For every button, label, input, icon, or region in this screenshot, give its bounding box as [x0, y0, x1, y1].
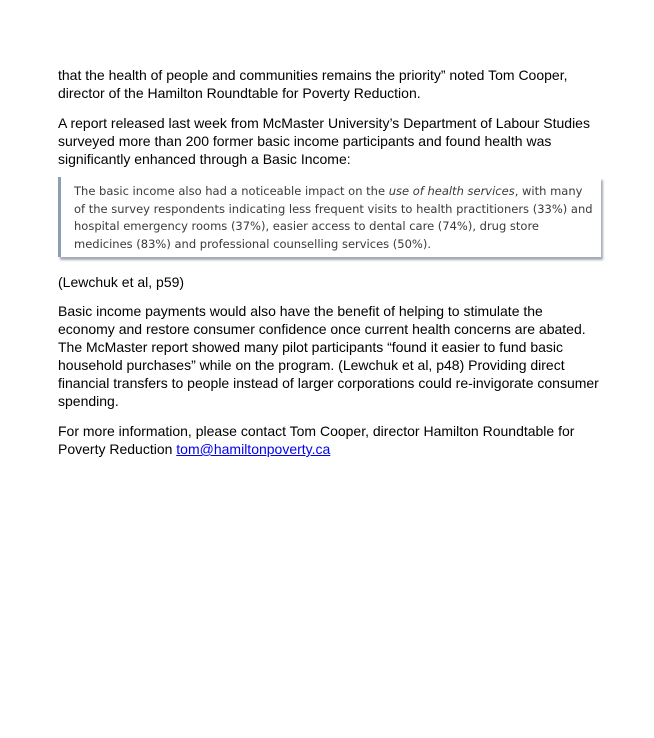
paragraph-cooper-quote-end: that the health of people and communities remains the priority” noted Tom Cooper, director of the Hamilton Roundtable for Poverty Reduction.	[58, 67, 568, 101]
paragraph-economy-stimulus: Basic income payments would also have the benefit of helping to stimulate the economy and restore consumer confidence once current health concerns are abated. The McMaster report showed many pilot participants “found it easier to fund basic household purchases” while on the program. (Lewchuk et al, p48) Providing direct financial transfers to people instead of larger corporations could re-invigorate consumer spending.	[58, 303, 599, 409]
citation-p59: (Lewchuk et al, p59)	[58, 274, 185, 290]
block-quote-text	[74, 183, 594, 253]
block-quote	[58, 177, 601, 257]
paragraph-mcmaster-report: A report released last week from McMaster University’s Department of Labour Studies surveyed more than 200 former basic income participants and found health was significantly enhanced through a Basic Income:	[58, 115, 590, 167]
contact-text: For more information, please contact Tom Cooper, director Hamilton Roundtable for Poverty Reduction	[58, 423, 575, 457]
paragraph-contact-info	[58, 422, 603, 458]
email-link[interactable]: tom@hamiltonpoverty.ca	[176, 441, 331, 457]
quote-text-before: The basic income also had a noticeable impact on the	[74, 184, 389, 198]
quote-text-after: , with many of the survey respondents indicating less frequent visits to health practitioners (33%) and hospital emergency rooms (37%), easier access to dental care (74%), drug store medicines (83%) and professional counselling services (50%).	[74, 184, 593, 251]
quote-emphasis: use of health services	[388, 184, 515, 198]
